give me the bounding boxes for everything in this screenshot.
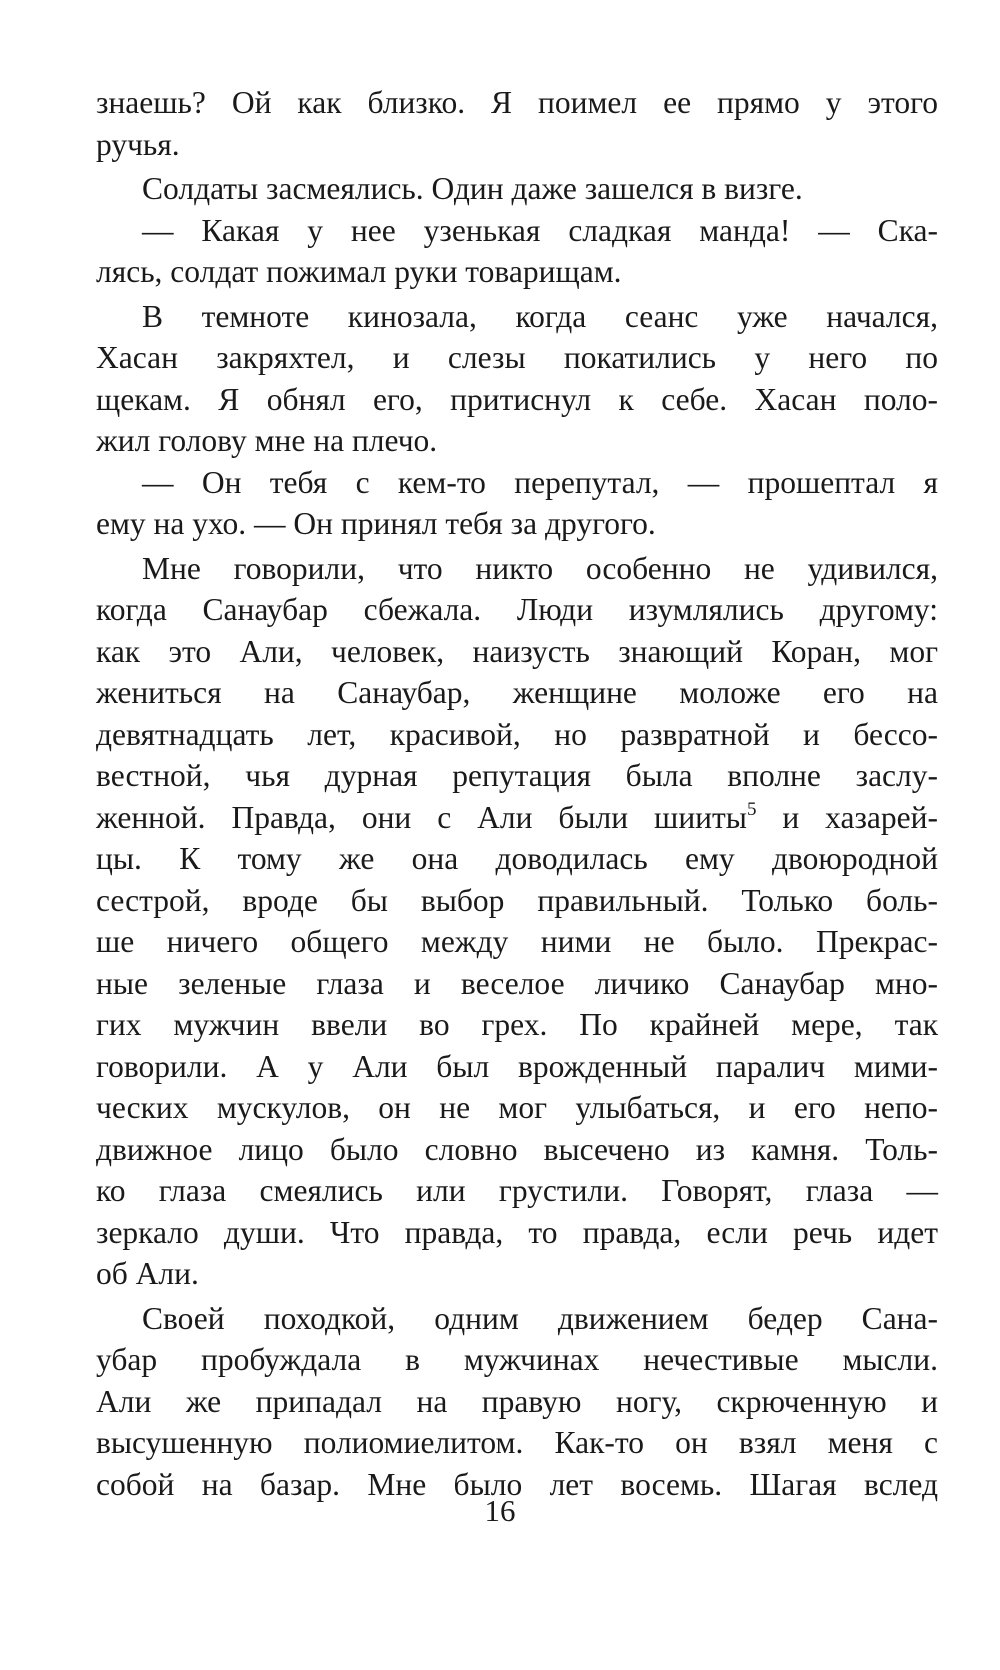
- text-line: цы. К тому же она доводилась ему двоюродной: [96, 841, 938, 876]
- text-fragment: женной. Правда, они с Али были шииты: [96, 799, 747, 835]
- text-line: как это Али, человек, наизусть знающий Коран, мог: [96, 633, 938, 669]
- page-number: 16: [484, 1493, 516, 1528]
- text-line: ко глаза смеялись или грустили. Говорят, глаза —: [96, 1173, 938, 1208]
- text-line: сестрой, вроде бы выбор правильный. Только боль-: [96, 882, 938, 918]
- text-line: ему на ухо. — Он принял тебя за другого.: [96, 506, 656, 541]
- text-line: движное лицо было словно высечено из камня. Толь-: [96, 1131, 938, 1167]
- text-line: говорили. А у Али был врожденный паралич мими-: [96, 1048, 938, 1084]
- text-fragment: и хазарей-: [756, 799, 938, 835]
- text-line: щекам. Я обнял его, притиснул к себе. Хасан поло-: [96, 381, 938, 417]
- text-line: Своей походкой, одним движением бедер Сана-: [142, 1300, 938, 1336]
- text-line: вестной, чья дурная репутация была вполне заслу-: [96, 758, 938, 793]
- text-line: жил голову мне на плечо.: [96, 423, 438, 458]
- text-line: высушенную полиомиелитом. Как-то он взял меня с: [96, 1425, 938, 1460]
- text-line: ше ничего общего между ними не было. Прекрас-: [96, 924, 938, 959]
- text-line: убар пробуждала в мужчинах нечестивые мысли.: [96, 1342, 938, 1377]
- text-line: ручья.: [96, 126, 180, 162]
- text-line: — Какая у нее узенькая сладкая манда! — Ска-: [142, 212, 938, 248]
- text-line: Солдаты засмеялись. Один даже зашелся в визге.: [142, 171, 803, 206]
- text-line: Хасан закряхтел, и слезы покатились у него по: [96, 340, 938, 375]
- text-line: гих мужчин ввели во грех. По крайней мере, так: [96, 1007, 938, 1042]
- text-line: об Али.: [96, 1256, 199, 1291]
- text-line-with-footnote: [96, 797, 938, 839]
- text-line: зеркало души. Что правда, то правда, если речь идет: [96, 1214, 938, 1250]
- text-line: знаешь? Ой как близко. Я поимел ее прямо у этого: [96, 85, 938, 120]
- body-text: [96, 82, 938, 1505]
- text-line: когда Санаубар сбежала. Люди изумлялись другому:: [96, 592, 938, 627]
- text-line: — Он тебя с кем-то перепутал, — прошептал я: [142, 464, 938, 500]
- text-line: собой на базар. Мне было лет восемь. Шагая вслед: [96, 1466, 938, 1502]
- text-line: В темноте кинозала, когда сеанс уже начался,: [142, 298, 938, 334]
- text-line: Али же припадал на правую ногу, скрюченную и: [96, 1383, 938, 1419]
- text-line: девятнадцать лет, красивой, но развратной и бессо-: [96, 716, 938, 752]
- footnote-marker[interactable]: 5: [746, 798, 757, 820]
- text-line: Мне говорили, что никто особенно не удивился,: [142, 550, 938, 586]
- text-line: лясь, солдат пожимал руки товарищам.: [96, 254, 622, 289]
- text-line: жениться на Санаубар, женщине моложе его на: [96, 675, 938, 710]
- text-line: ческих мускулов, он не мог улыбаться, и его непо-: [96, 1090, 938, 1125]
- text-line: ные зеленые глаза и веселое личико Санаубар мно-: [96, 965, 938, 1001]
